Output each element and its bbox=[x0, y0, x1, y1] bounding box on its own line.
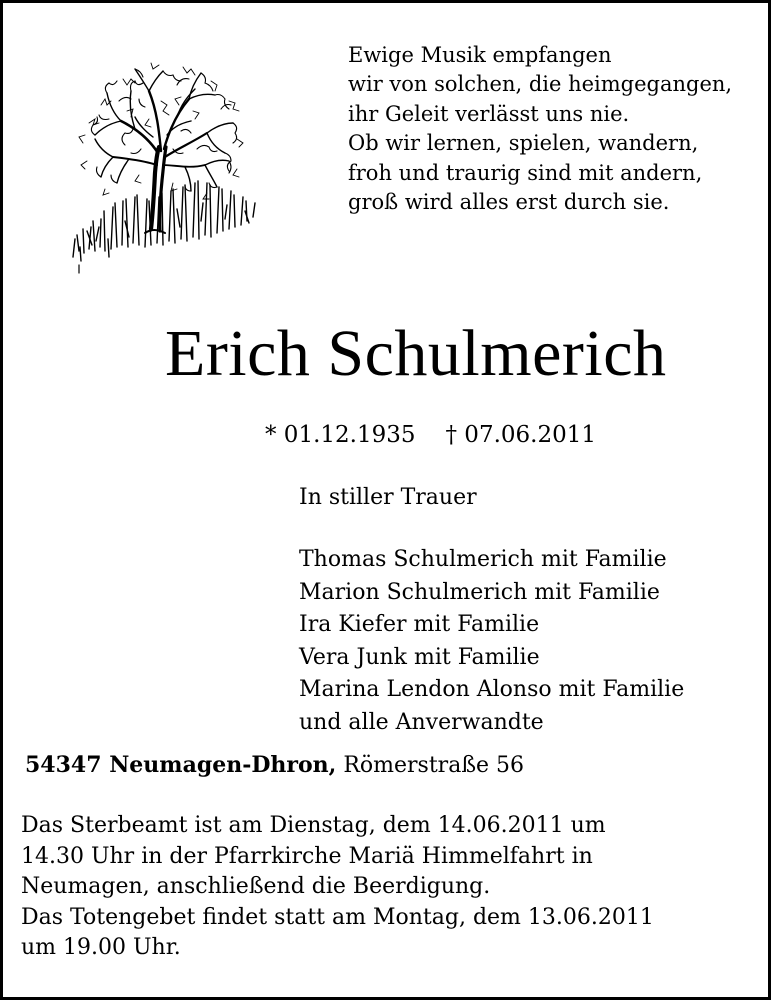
address-street: Römerstraße 56 bbox=[343, 753, 525, 778]
mourner-line: Thomas Schulmerich mit Familie bbox=[299, 547, 667, 572]
poem-line: Ewige Musik empfangen bbox=[348, 43, 612, 67]
poem-line: wir von solchen, die heimgegangen, bbox=[348, 72, 733, 97]
birth-date: * 01.12.1935 bbox=[265, 422, 416, 448]
mourner-line: Marina Lendon Alonso mit Familie bbox=[299, 677, 685, 702]
poem-line: froh und traurig sind mit andern, bbox=[348, 160, 703, 185]
poem-line: ihr Geleit verlässt uns nie. bbox=[348, 101, 630, 126]
poem bbox=[348, 41, 758, 217]
deceased-name: Erich Schulmerich bbox=[165, 317, 667, 390]
address bbox=[25, 749, 745, 782]
service-line: um 19.00 Uhr. bbox=[21, 935, 181, 960]
tree-icon bbox=[65, 61, 265, 276]
service-line: Das Totengebet findet statt am Montag, dem 13.06.2011 bbox=[21, 904, 654, 930]
mourners-list bbox=[299, 544, 759, 739]
death-date: † 07.06.2011 bbox=[445, 422, 596, 448]
mourner-line: Marion Schulmerich mit Familie bbox=[299, 579, 660, 605]
service-info bbox=[21, 811, 761, 964]
life-dates bbox=[265, 419, 725, 451]
poem-line: groß wird alles erst durch sie. bbox=[348, 190, 670, 215]
mourner-line: und alle Anverwandte bbox=[299, 709, 544, 735]
mourning-intro: In stiller Trauer bbox=[299, 485, 477, 510]
service-line: 14.30 Uhr in der Pfarrkirche Mariä Himmelfahrt in bbox=[21, 843, 593, 869]
poem-line: Ob wir lernen, spielen, wandern, bbox=[348, 131, 699, 156]
service-line: Neumagen, anschließend die Beerdigung. bbox=[21, 874, 491, 899]
service-line: Das Sterbeamt ist am Dienstag, dem 14.06.2011 um bbox=[21, 813, 606, 838]
mourner-line: Vera Junk mit Familie bbox=[299, 644, 540, 670]
address-city: 54347 Neumagen-Dhron, bbox=[25, 752, 337, 778]
mourner-line: Ira Kiefer mit Familie bbox=[299, 612, 540, 637]
